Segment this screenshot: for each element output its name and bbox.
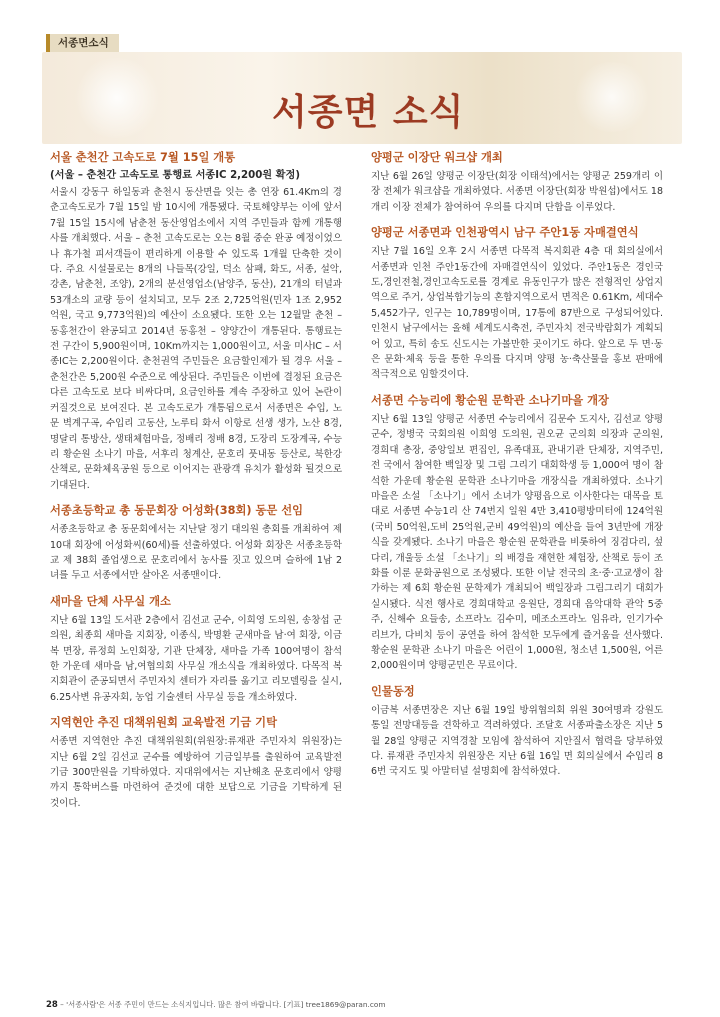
article-body: 지난 6월 26일 양평군 이장단(회장 이태석)에서는 양평군 259개리 이장 전체가 워크샵을 개최하였다. 서종면 이장단(회장 박원섭)에서도 18개리 이장 전체가 참여하여 우의를 다지며 단합을 이루었다.: [371, 171, 663, 213]
article-heading: 서울 춘천간 고속도로 7월 15일 개통: [50, 151, 236, 164]
article-alumni: [50, 503, 342, 584]
article-subheading: (서울 – 춘천간 고속도로 통행료 서종IC 2,200원 확정): [50, 170, 301, 181]
page-footer: [46, 1000, 385, 1010]
left-column: [50, 150, 342, 821]
article-body: 서종면 지역현안 추진 대책위원회(위원장:류재관 주민자치 위원장)는 지난 6월 2일 김선교 군수를 예방하여 기금일부를 출원하여 교육발전 기금 300만원을 기탁하였다. 지대위에서는 지난해초 문호리에서 양평까지 통학버스를 마련하여 준것에 대한 보답으로 기금을 기탁하게 된 것이다.: [50, 736, 342, 809]
article-body: 지난 6월 13일 양평군 서종면 수능리에서 김문수 도지사, 김선교 양평군수, 정병국 국회의원 이희영 도의원, 권오균 군의회 의장과 군의원, 경희대 총장, 중앙일보 편집인, 유족대표, 관내기관 단체장, 지역주민,전 국에서 참여한 백일장 및 그림 그리기 대회학생 등 1,000여 명이 참석한 가운데 황순원 문학관 소나기마을 개장식을 개최하였다. 소나기 마을은 소설 「소나기」에서 소녀가 양평읍으로 이사한다는 대목을 토대로 서종면 수능1리 산 74번지 일원 4만 3,410평방미터에 124억원(국비 50억원,도비 25억원,군비 49억원)의 예산을 들여 3년만에 개장식을 갖게됐다. 소나기 마을은 황순원 문학관을 비롯하여 징검다리, 섶다리, 개울등 소설 「소나기」의 배경을 재현한 체험장, 산책로 등이 조화를 이룬 문화공원으로 조성됐다. 또한 이날 전국의 초·중·고교생이 참가하는 제 6회 황순원 문학제가 개최되어 백일장과 그림그리기 대회가 실시됐다. 식전 행사로 경희대학교 응원단, 경희대 음악대학 관악 5중주, 신해수 요들송, 소프라노 김수미, 메조소프라노 임유라, 인기가수 리브가, 다비치 등이 공연을 하여 참석한 모두에게 즐거움을 선사했다. 황순원 문학관 소나기 마을은 어린이 1,000원, 청소년 1,500원, 어른 2,000원이며 양평군민은 무료이다.: [371, 413, 663, 672]
article-heading: 서종초등학교 총 동문회장 어성화(38회) 동문 선임: [50, 504, 304, 518]
page-title: 서종면 소식: [272, 91, 465, 133]
article-people-news: [371, 684, 663, 780]
article-saemaul-office: [50, 594, 342, 705]
article-workshop: [371, 150, 663, 215]
article-body: 서종초등학교 총 동문회에서는 지난달 정기 대의원 총회를 개최하여 제10대 회장에 어성화씨(60세)를 선출하였다. 어성화 회장은 서종초등학교 제 38회 졸업생으로 문호리에서 농사를 짓고 있으며 슬하에 1남 2녀를 두고 서종에서만 살아온 서종맨이다.: [50, 524, 342, 582]
article-heading: 양평군 서종면과 인천광역시 남구 주안1동 자매결연식: [371, 226, 639, 240]
right-column: [371, 150, 663, 790]
article-education-fund: [50, 715, 342, 811]
article-sister-city: [371, 225, 663, 383]
page-number: 28: [46, 1000, 58, 1010]
article-heading: 지역현안 추진 대책위원회 교육발전 기금 기탁: [50, 716, 278, 730]
article-heading: 새마을 단체 사무실 개소: [50, 594, 171, 608]
article-sonagi-village: [371, 393, 663, 674]
article-heading: 양평군 이장단 워크샵 개최: [371, 151, 503, 164]
article-highway: [50, 150, 342, 493]
article-body: 지난 7월 16일 오후 2시 서종면 다목적 복지회관 4층 대 회의실에서 서종면과 인천 주안1동간에 자매결연식이 있었다. 주안1동은 경인국도,경인전철,경인고속도로를 경계로 유동인구가 많은 전형적인 상업지역으로 주거, 상업복합기능의 혼합지역으로서 면적은 0.61Km, 세대수 5,452가구, 인구는 10,789명이며, 17통에 87반으로 구성되어있다. 인천시 남구에서는 올해 세계도시축전, 주민자치 전국박람회가 계획되어 있고, 특히 송도 신도시는 가볼만한 곳이기도 하다. 앞으로 두 면·동은 문화·체육 등을 통한 우의를 다지며 양평 농·축산물을 홍보 판매에 적극적으로 임할것이다.: [371, 246, 663, 381]
article-body: 지난 6월 13일 도서관 2층에서 김선교 군수, 이희영 도의원, 송창섭 군의원, 최종희 새마을 지회장, 이종식, 박명환 군새마을 남·여 회장, 이금복 면장, 류정희 노인회장, 기관 단체장, 새마을 가족 100여명이 참석한 가운데 새마을 남,여협의회 사무실 개소식을 개최하였다. 다목적 복지회관이 준공되면서 주민자치 센터가 자리를 옮기고 리모델링을 실시, 6.25사변 유공자회, 농업 기술센터 사무실 등을 개소하였다.: [50, 614, 342, 703]
section-label: 서종면소식: [46, 34, 119, 52]
article-body: 이금복 서종면장은 지난 6월 19일 방위협의회 위원 30여명과 강원도 통일 전망대등을 견학하고 격려하였다. 조달호 서종파출소장은 지난 5월 28일 양평군 지역경찰 모임에 참석하여 지안질서 협력을 당부하였다. 류재관 주민자치 위원장은 지난 6월 16일 면 회의실에서 수입리 86번 국지도 및 아말터널 설명회에 참석하였다.: [371, 704, 663, 778]
article-body: 서울시 강동구 하일동과 춘천시 동산면을 잇는 총 연장 61.4Km의 경춘고속도로가 7월 15일 밤 10시에 개통됐다. 국토해양부는 이에 앞서 7월 15일 15시에 남춘천 동산영업소에서 지역 주민들과 함께 개통행사를 개최했다. 서울 – 춘천 고속도로는 오는 8월 중순 완공 예정이었으나 휴가철 피서객들이 편리하게 이용할 수 있도록 1개월 단축한 것이다. 주요 시설물로는 8개의 나들목(강일, 덕소 삼패, 화도, 서종, 설악, 강촌, 남춘천, 조양), 2개의 분선영업소(남양주, 동산), 21개의 터널과 53개소의 교량 등이 설치되고, 모두 2조 2,725억원(민자 1조 2,952억원, 국고 9,773억원)의 예산이 소요됐다. 또한 오는 12월말 춘천 – 동홍천간이 완공되고 2014년 동홍천 – 양양간이 개통된다. 통행료는 전 구간이 5,900원이며, 10Km까지는 1,000원이고, 서울 미사IC – 서종IC는 2,200원이다. 춘천권역 주민들은 요금할인제가 될 경우 서울 – 춘천간은 5,200원 수준으로 예상된다. 주민들은 이번에 결정된 요금은 다른 고속도로 보다 비싸다며, 요금인하를 계속 주장하고 있어 논란이 커질것으로 보여진다. 본 고속도로가 개통됨으로서 서종면은 수입, 노문 벽계구곡, 수입리 고동산, 노루티 화서 이항로 선생 생가, 노산 8경, 명달리 통방산, 생태체험마을, 정배리 정배 8경, 도장리 도장계곡, 수능리 황순원 소나기 마을, 서후리 청계산, 문호리 풋내동 등산로, 북한강 산책로, 문화체육공원 등으로 이어지는 관광객 유치가 활성화 될것으로 기대된다.: [50, 187, 342, 491]
footer-text: – '서종사람'은 서종 주민이 만드는 소식지입니다. 많은 참여 바랍니다. [기표] tree1869@paran.com: [60, 1000, 386, 1009]
article-heading: 서종면 수능리에 황순원 문학관 소나기마을 개장: [371, 393, 609, 407]
article-heading: 인물동정: [371, 684, 415, 698]
